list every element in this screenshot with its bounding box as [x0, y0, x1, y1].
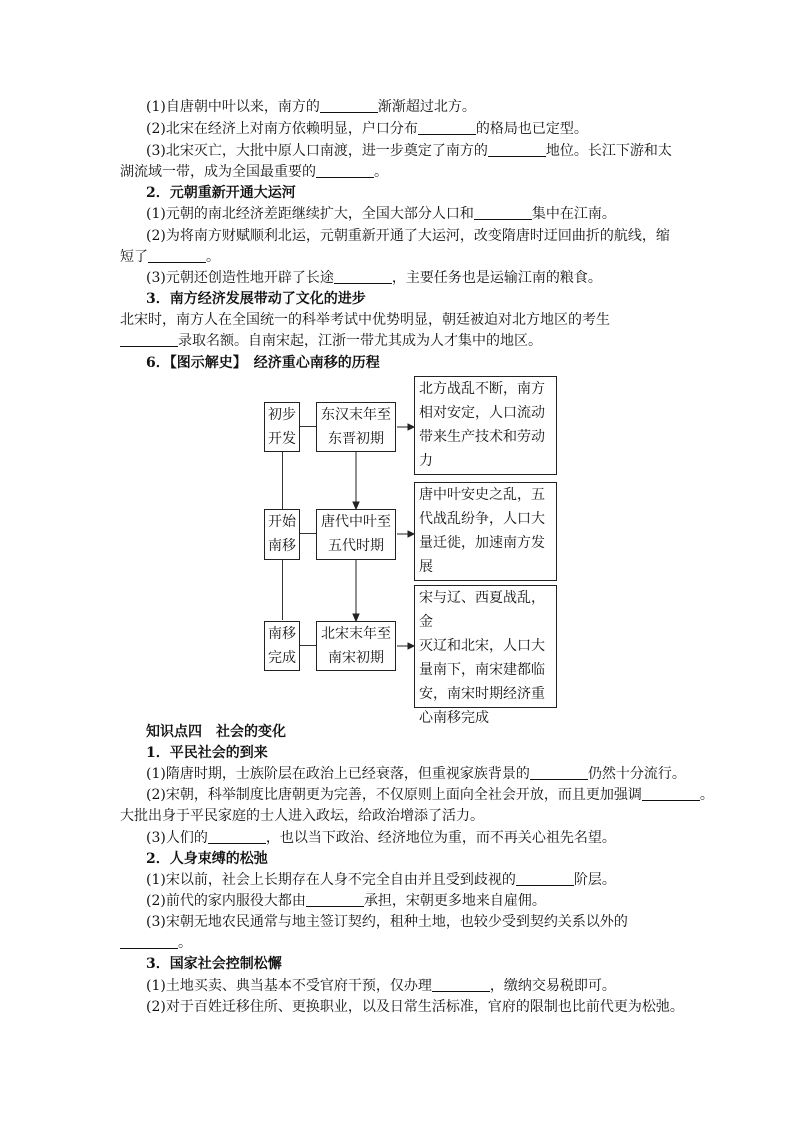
stage-label: 开发 — [268, 431, 296, 447]
k4-h2: 2．人身束缚的松弛 — [146, 851, 268, 867]
desc-line: 北方战乱不断，南方 — [419, 381, 545, 397]
k4-item-5 — [146, 891, 546, 911]
desc-line: 展 — [419, 559, 433, 575]
text: 录取名额。自南宋起，江浙一带尤其成为人才集中的地区。 — [178, 333, 542, 349]
desc-line: 量南下，南宋建都临 — [419, 662, 545, 678]
text: (1)元朝的南北经济差距继续扩大，全国大部分人口和 — [146, 206, 474, 222]
desc-line: 量迁徙，加速南方发 — [419, 535, 545, 551]
s2-item-2: (2)为将南方财赋顺利北运，元朝重新开通了大运河，改变隋唐时迂回曲折的航线，缩 — [146, 228, 670, 244]
text: ，也以当下政治、经济地位为重，而不再关心祖先名望。 — [265, 830, 616, 846]
text: 渐渐超过北方。 — [377, 99, 476, 115]
desc-line: 唐中叶安史之乱，五 — [419, 487, 545, 503]
text: (3)北宋灭亡，大批中原人口南渡，进一步奠定了南方的 — [146, 143, 488, 159]
desc-line: 灭辽和北宋，人口大 — [419, 638, 545, 654]
s3-heading: 3．南方经济发展带动了文化的进步 — [146, 291, 366, 307]
arrow-head-icon — [408, 531, 414, 537]
text: 阶层。 — [573, 872, 616, 888]
desc-line: 相对安定，人口流动 — [419, 405, 545, 421]
answer-blank[interactable] — [530, 765, 588, 780]
text: 。 — [699, 787, 714, 803]
s6-heading: 6．【图示解史】 经济重心南移的历程 — [146, 355, 380, 371]
stage-label: 开始 — [268, 514, 296, 530]
text: ，缴纳交易税即可。 — [489, 978, 616, 994]
text: 湖流域一带，成为全国最重要的 — [120, 164, 316, 180]
period-label: 南宋初期 — [328, 650, 384, 666]
text: ，主要任务也是运输江南的粮食。 — [391, 270, 602, 286]
desc-line: 心南移完成 — [419, 710, 489, 726]
period-label: 唐代中叶至 — [321, 514, 391, 530]
desc-line: 代战乱纷争，人口大 — [419, 511, 545, 527]
s3-para-1: 北宋时，南方人在全国统一的科举考试中优势明显，朝廷被迫对北方地区的考生 — [120, 312, 610, 328]
arrow-head-icon — [408, 643, 414, 649]
text: (2)北宋在经济上对南方依赖明显，户口分布 — [146, 121, 418, 137]
text: 短了 — [120, 249, 148, 265]
stage-label: 完成 — [268, 650, 296, 666]
answer-blank[interactable] — [432, 977, 490, 992]
text: (3)元朝还创造性地开辟了长途 — [146, 270, 334, 286]
k4-item-6: (3)宋朝无地农民通常与地主签订契约，租种土地，也较少受到契约关系以外的 — [146, 914, 628, 930]
period-label: 东汉末年至 — [321, 407, 391, 423]
text: (3)人们的 — [146, 830, 208, 846]
k4-item-2 — [146, 785, 714, 805]
stage-label: 初步 — [268, 407, 296, 423]
k4-item-3 — [146, 828, 616, 848]
text: 。 — [206, 249, 220, 265]
desc-line: 带来生产技术和劳动 — [419, 429, 545, 445]
desc-line: 力 — [419, 453, 433, 469]
period-label: 五代时期 — [328, 538, 384, 554]
text: (1)隋唐时期，士族阶层在政治上已经衰落，但重视家族背景的 — [146, 766, 530, 782]
k4-item-4 — [146, 870, 616, 890]
k4-item-6-cont — [120, 933, 192, 953]
answer-blank[interactable] — [642, 786, 700, 801]
k4-item-8: (2)对于百姓迁移住所、更换职业，以及日常生活标准，官府的限制也比前代更为松弛。 — [146, 999, 684, 1015]
arrow-head-icon — [353, 502, 359, 509]
answer-blank[interactable] — [120, 934, 178, 949]
answer-blank[interactable] — [306, 892, 364, 907]
text: (1)宋以前，社会上长期存在人身不完全自由并且受到歧视的 — [146, 872, 516, 888]
text: 的格局也已定型。 — [475, 121, 588, 137]
text: 。 — [178, 935, 192, 951]
stage-label: 南移 — [268, 538, 296, 554]
arrow-head-icon — [408, 424, 414, 430]
stage-label: 南移 — [268, 626, 296, 642]
text: 。 — [374, 164, 388, 180]
desc-line: 安，南宋时期经济重 — [419, 686, 545, 702]
text: (1)自唐朝中叶以来，南方的 — [146, 99, 320, 115]
text: 集中在江南。 — [531, 206, 616, 222]
k4-item-7 — [146, 976, 616, 996]
period-label: 东晋初期 — [328, 431, 384, 447]
text: (2)宋朝，科举制度比唐朝更为完善，不仅原则上面向全社会开放，而且更加强调 — [146, 787, 642, 803]
answer-blank[interactable] — [208, 829, 266, 844]
text: 仍然十分流行。 — [587, 766, 686, 782]
period-label: 北宋末年至 — [321, 626, 391, 642]
k4-h3: 3．国家社会控制松懈 — [146, 956, 282, 972]
k4-item-1 — [146, 764, 686, 784]
text: (1)土地买卖、典当基本不受官府干预，仅办理 — [146, 978, 432, 994]
text: 地位。长江下游和太 — [545, 143, 672, 159]
k4-h1: 1．平民社会的到来 — [146, 745, 268, 761]
k4-item-2-cont: 大批出身于平民家庭的士人进入政坛，给政治增添了活力。 — [120, 808, 484, 824]
arrow-head-icon — [353, 614, 359, 621]
k4-heading: 知识点四 社会的变化 — [146, 724, 286, 740]
s2-heading: 2．元朝重新开通大运河 — [146, 185, 296, 201]
answer-blank[interactable] — [516, 871, 574, 886]
text: 承担，宋朝更多地来自雇佣。 — [363, 893, 546, 909]
text: (2)前代的家内服役大都由 — [146, 893, 306, 909]
desc-line: 宋与辽、西夏战乱，金 — [419, 590, 545, 630]
